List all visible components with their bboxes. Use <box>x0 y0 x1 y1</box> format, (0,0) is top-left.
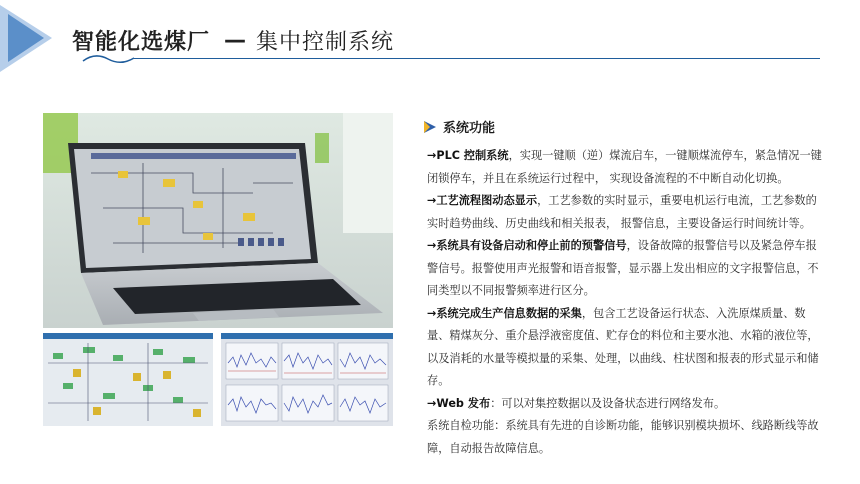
section-heading <box>423 117 495 136</box>
title-main: 智能化选煤厂 <box>72 29 211 55</box>
process-flow-screenshot <box>43 333 213 426</box>
feature-item: 系统自检功能：系统具有先进的自诊断功能，能够识别模块损坏、线路断线等故障，自动报告故障信息。 <box>427 419 819 455</box>
feature-item: →系统完成生产信息数据的采集，包含工艺设备运行状态、入洗原煤质量、数量、精煤灰分、重介悬浮液密度值、贮存仓的料位和主要水池、水箱的液位等，以及消耗的水量等模拟量的采集、处理，以曲线、柱状图和报表的形式显示和储存。 <box>427 306 819 387</box>
feature-item: →工艺流程图动态显示，工艺参数的实时显示，重要电机运行电流，工艺参数的实时趋势曲线、历史曲线和相关报表， 报警信息，主要设备运行时间统计等。 <box>427 194 817 230</box>
feature-list <box>427 145 822 460</box>
laptop-scada-photo <box>43 113 393 328</box>
trend-curves-screenshot <box>221 333 393 426</box>
title-subtitle: 集中控制系统 <box>256 29 395 55</box>
feature-item: →系统具有设备启动和停止前的预警信号，设备故障的报警信号以及紧急停车报警信号。报警使用声光报警和语音报警，显示器上发出相应的文字报警信息，不同类型以不同报警频率进行区分。 <box>427 239 819 297</box>
feature-item: →Web 发布：可以对集控数据以及设备状态进行网络发布。 <box>427 396 726 410</box>
title-separator: — <box>224 27 247 53</box>
feature-item: →PLC 控制系统，实现一键顺（逆）煤流启车，一键顺煤流停车，紧急情况一键闭锁停车，并且在系统运行过程中， 实现设备流程的不中断自动化切换。 <box>427 149 822 185</box>
section-title: 系统功能 <box>443 121 496 136</box>
header-underline <box>0 0 860 80</box>
play-triangle-icon <box>423 120 437 134</box>
